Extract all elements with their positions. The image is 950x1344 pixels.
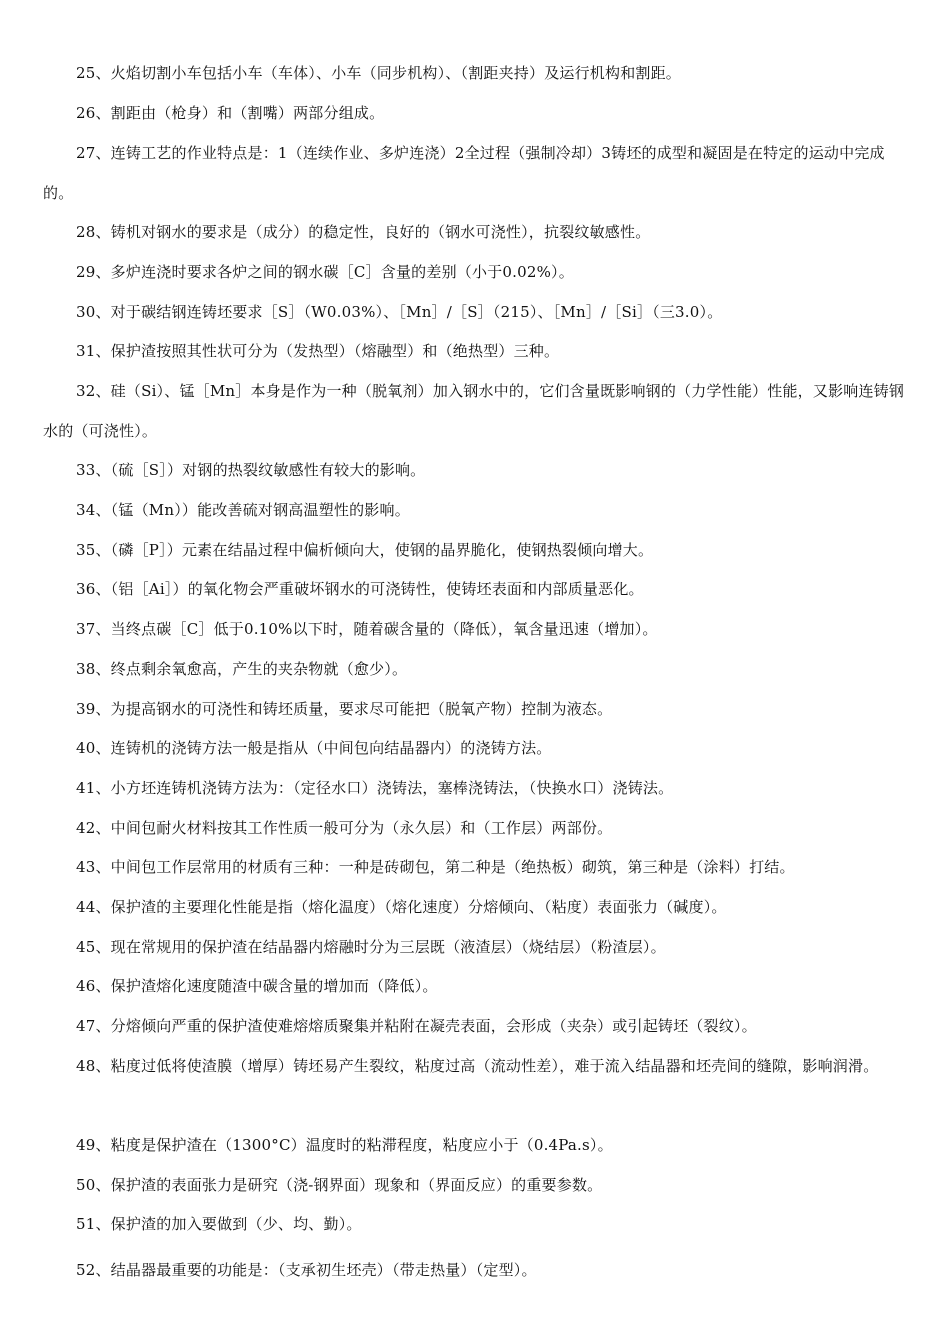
item-43: 43、中间包工作层常用的材质有三种：一种是砖砌包，第二种是（绝热板）砌筑，第三种是（涂料）打结。 — [76, 858, 795, 876]
item-36: 36、（铝［Ai］）的氧化物会严重破坏钢水的可浇铸性，使铸坯表面和内部质量恶化。 — [76, 580, 644, 598]
item-51: 51、保护渣的加入要做到（少、均、勤）。 — [76, 1215, 362, 1233]
item-28: 28、铸机对钢水的要求是（成分）的稳定性，良好的（钢水可浇性），抗裂纹敏感性。 — [76, 223, 651, 241]
item-47: 47、分熔倾向严重的保护渣使难熔熔质聚集并粘附在凝壳表面，会形成（夹杂）或引起铸坯（裂纹）。 — [76, 1017, 757, 1035]
item-45: 45、现在常规用的保护渣在结晶器内熔融时分为三层既（液渣层）（烧结层）（粉渣层）。 — [76, 938, 666, 956]
item-41: 41、小方坯连铸机浇铸方法为：（定径水口）浇铸法，塞棒浇铸法，（快换水口）浇铸法。 — [76, 779, 674, 797]
item-31: 31、保护渣按照其性状可分为（发热型）（熔融型）和（绝热型）三种。 — [76, 342, 560, 360]
item-49: 49、粘度是保护渣在（1300°C）温度时的粘滞程度，粘度应小于（0.4Pa.s）。 — [76, 1136, 613, 1154]
item-42: 42、中间包耐火材料按其工作性质一般可分为（永久层）和（工作层）两部份。 — [76, 819, 613, 837]
item-48: 48、粘度过低将使渣膜（增厚）铸坯易产生裂纹，粘度过高（流动性差），难于流入结晶器和坯壳间的缝隙，影响润滑。 — [76, 1057, 879, 1075]
item-26: 26、割距由（枪身）和（割嘴）两部分组成。 — [76, 104, 385, 122]
item-35: 35、（磷［P］）元素在结晶过程中偏析倾向大，使钢的晶界脆化，使钢热裂倾向增大。 — [76, 541, 654, 559]
item-27: 27、连铸工艺的作业特点是：1（连续作业、多炉连浇）2全过程（强制冷却）3铸坯的成型和凝固是在特定的运动中完成的。 — [43, 144, 885, 202]
item-30: 30、对于碳结钢连铸坯要求［S］（W0.03%）、［Mn］/［S］（215）、［Mn］/［Si］（三3.0）。 — [76, 303, 723, 321]
item-38: 38、终点剩余氧愈高，产生的夹杂物就（愈少）。 — [76, 660, 408, 678]
item-25: 25、火焰切割小车包括小车（车体）、小车（同步机构）、（割距夹持）及运行机构和割距。 — [76, 64, 681, 82]
item-33: 33、（硫［S］）对钢的热裂纹敏感性有较大的影响。 — [76, 461, 426, 479]
item-29: 29、多炉连浇时要求各炉之间的钢水碳［C］含量的差别（小于0.02%）。 — [76, 263, 574, 281]
item-40: 40、连铸机的浇铸方法一般是指从（中间包向结晶器内）的浇铸方法。 — [76, 739, 552, 757]
item-34: 34、（锰（Mn））能改善硫对钢高温塑性的影响。 — [76, 501, 410, 519]
item-44: 44、保护渣的主要理化性能是指（熔化温度）（熔化速度）分熔倾向、（粘度）表面张力（碱度）。 — [76, 898, 727, 916]
item-39: 39、为提高钢水的可浇性和铸坯质量，要求尽可能把（脱氧产物）控制为液态。 — [76, 700, 613, 718]
item-32: 32、硅（Si）、锰［Mn］本身是作为一种（脱氧剂）加入钢水中的，它们含量既影响钢的（力学性能）性能，又影响连铸钢水的（可浇性）。 — [43, 382, 905, 440]
item-52: 52、结晶器最重要的功能是：（支承初生坯壳）（带走热量）（定型）。 — [76, 1261, 537, 1279]
item-50: 50、保护渣的表面张力是研究（浇-钢界面）现象和（界面反应）的重要参数。 — [76, 1176, 603, 1194]
item-37: 37、当终点碳［C］低于0.10%以下时，随着碳含量的（降低），氧含量迅速（增加）。 — [76, 620, 658, 638]
item-46: 46、保护渣熔化速度随渣中碳含量的增加而（降低）。 — [76, 977, 438, 995]
